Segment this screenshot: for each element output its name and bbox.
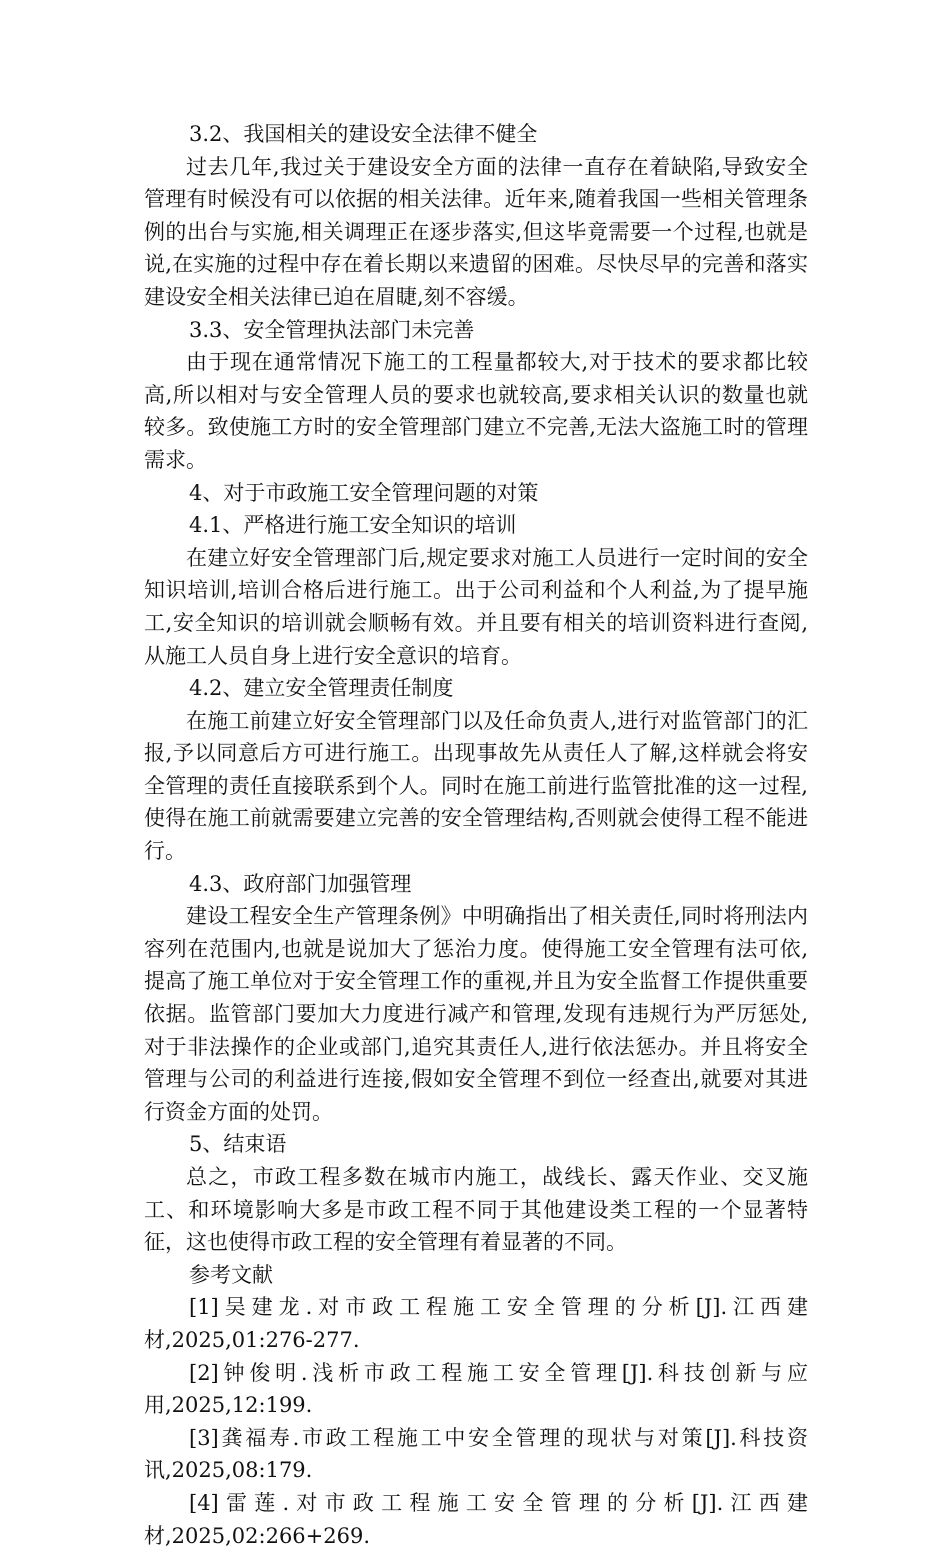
section-heading-5: 5、结束语 [189,1132,287,1157]
paragraph-responsibility: 在施工前建立好安全管理部门以及任命负责人,进行对监管部门的汇报,予以同意后方可进行施工。出现事故先从责任人了解,这样就会将安全管理的责任直接联系到个人。同时在施工前进行监管批准的这一过程,使得在施工前就需要建立完善的安全管理结构,否则就会使得工程不能进行。 [144,708,808,864]
paragraph-conclusion: 总之，市政工程多数在城市内施工，战线长、露天作业、交叉施工、和环境影响大多是市政工程不同于其他建设类工程的一个显著特征，这也使得市政工程的安全管理有着显著的不同。 [144,1165,808,1255]
reference-item: [3]龚福寿.市政工程施工中安全管理的现状与对策[J].科技资讯,2025,08:179. [144,1425,808,1483]
section-heading-4-2: 4.2、建立安全管理责任制度 [189,676,454,701]
paragraph-legal-gaps: 过去几年,我过关于建设安全方面的法律一直存在着缺陷,导致安全管理有时候没有可以依据的相关法律。近年来,随着我国一些相关管理条例的出台与实施,相关调理正在逐步落实,但这毕竟需要一个过程,也就是说,在实施的过程中存在着长期以来遗留的困难。尽快尽早的完善和落实建设安全相关法律已迫在眉睫,刻不容缓。 [144,154,808,309]
section-heading-4: 4、对于市政施工安全管理问题的对策 [189,480,539,505]
document-body [144,118,808,1552]
paragraph-training: 在建立好安全管理部门后,规定要求对施工人员进行一定时间的安全知识培训,培训合格后进行施工。出于公司利益和个人利益,为了提早施工,安全知识的培训就会顺畅有效。并且要有相关的培训资料进行查阅,从施工人员自身上进行安全意识的培育。 [144,545,808,668]
reference-item: [2]钟俊明.浅析市政工程施工安全管理[J].科技创新与应用,2025,12:199. [144,1360,808,1418]
paragraph-government: 建设工程安全生产管理条例》中明确指出了相关责任,同时将刑法内容列在范围内,也就是说加大了惩治力度。使得施工安全管理有法可依,提高了施工单位对于安全管理工作的重视,并且为安全监督工作提供重要依据。监管部门要加大力度进行减产和管理,发现有违规行为严厉惩处,对于非法操作的企业或部门,追究其责任人,进行依法惩办。并且将安全管理与公司的利益进行连接,假如安全管理不到位一经查出,就要对其进行资金方面的处罚。 [144,904,808,1124]
section-heading-4-3: 4.3、政府部门加强管理 [189,871,412,896]
paragraph-enforcement: 由于现在通常情况下施工的工程量都较大,对于技术的要求都比较高,所以相对与安全管理人员的要求也就较高,要求相关认识的数量也就较多。致使施工方时的安全管理部门建立不完善,无法大盗施工时的管理需求。 [144,350,808,472]
section-heading-3-2: 3.2、我国相关的建设安全法律不健全 [189,122,538,146]
reference-item: [4]雷莲.对市政工程施工安全管理的分析[J].江西建材,2025,02:266+269. [144,1490,808,1548]
section-heading-3-3: 3.3、安全管理执法部门未完善 [189,317,475,342]
section-heading-4-1: 4.1、严格进行施工安全知识的培训 [189,513,517,538]
references-heading: 参考文献 [189,1262,273,1287]
reference-item: [1]吴建龙.对市政工程施工安全管理的分析[J].江西建材,2025,01:276-277. [144,1295,808,1352]
